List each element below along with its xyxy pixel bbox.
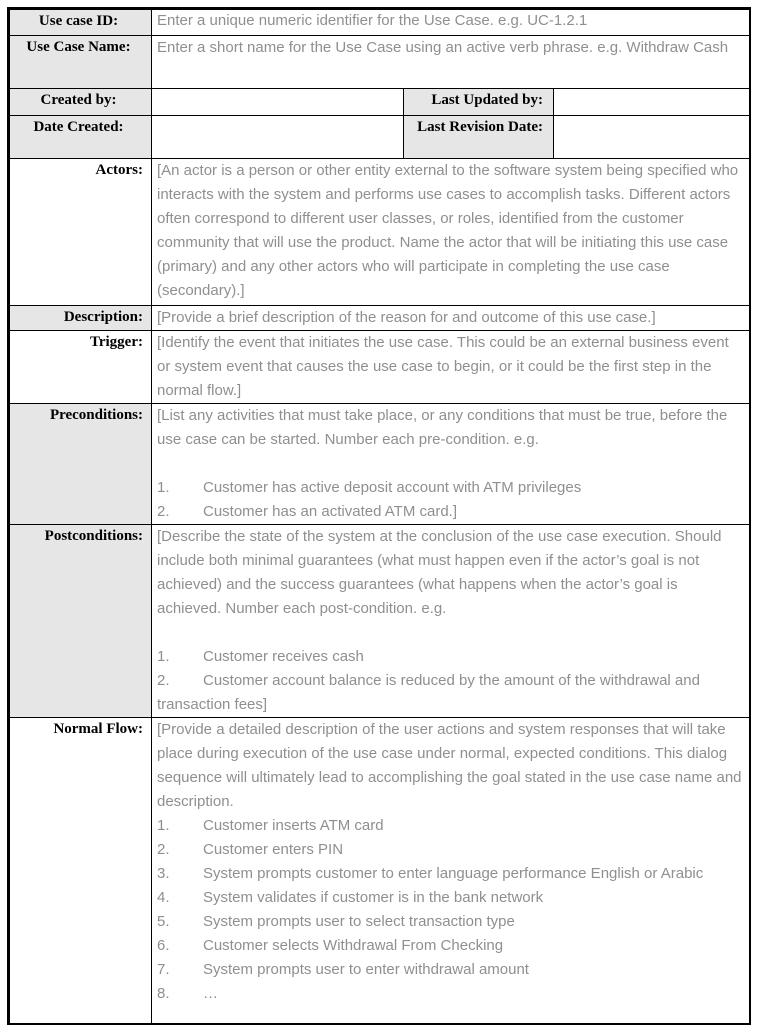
date-created-field[interactable] bbox=[152, 116, 404, 159]
normal-flow-field[interactable] bbox=[152, 718, 750, 1026]
use-case-name-field[interactable]: Enter a short name for the Use Case using an active verb phrase. e.g. Withdraw Cash bbox=[152, 36, 750, 89]
actors-field[interactable]: [An actor is a person or other entity external to the software system being specified who interacts with the system and performs use cases to accomplish tasks. Different actors often correspond to different user classes, or roles, identified from the customer community that will use the product. Name the actor that will be initiating this use case (primary) and any other actors who will participate in completing the use case (secondary).] bbox=[152, 159, 750, 306]
actors-label: Actors: bbox=[10, 159, 152, 306]
row-created-by bbox=[10, 89, 750, 116]
list-text: Customer enters PIN bbox=[203, 841, 344, 858]
use-case-id-field[interactable]: Enter a unique numeric identifier for the Use Case. e.g. UC-1.2.1 bbox=[152, 10, 750, 36]
list-number: 2. bbox=[157, 841, 170, 858]
preconditions-field[interactable] bbox=[152, 404, 750, 525]
row-use-case-name bbox=[10, 36, 750, 89]
preconditions-intro: [List any activities that must take place, or any conditions that must be true, before the use case can be started. Number each pre-condition. e.g. bbox=[157, 407, 728, 448]
created-by-label: Created by: bbox=[10, 89, 152, 116]
list-number: 2. bbox=[157, 672, 170, 689]
list-text: System prompts customer to enter language performance English or Arabic bbox=[203, 865, 704, 882]
row-postconditions bbox=[10, 525, 750, 718]
list-item bbox=[157, 645, 743, 669]
row-preconditions bbox=[10, 404, 750, 525]
list-number: 6. bbox=[157, 937, 170, 954]
row-date-created bbox=[10, 116, 750, 159]
row-use-case-id bbox=[10, 10, 750, 36]
list-text: … bbox=[203, 985, 218, 1002]
list-number: 1. bbox=[157, 817, 170, 834]
list-text: Customer has active deposit account with ATM privileges bbox=[203, 479, 582, 496]
list-number: 5. bbox=[157, 913, 170, 930]
list-number: 4. bbox=[157, 889, 170, 906]
created-by-field[interactable] bbox=[152, 89, 404, 116]
list-item bbox=[157, 862, 743, 886]
list-text: System validates if customer is in the bank network bbox=[203, 889, 544, 906]
list-text: System prompts user to select transaction type bbox=[203, 913, 515, 930]
description-label: Description: bbox=[10, 306, 152, 331]
list-item bbox=[157, 814, 743, 838]
use-case-name-label: Use Case Name: bbox=[10, 36, 152, 89]
list-number: 8. bbox=[157, 985, 170, 1002]
use-case-template-table bbox=[7, 7, 751, 1025]
postconditions-field[interactable] bbox=[152, 525, 750, 718]
normal-flow-intro: [Provide a detailed description of the user actions and system responses that will take place during execution of the use case under normal, expected conditions. This dialog sequence will ultimately lead to accomplishing the goal stated in the use case name and description. bbox=[157, 721, 742, 810]
list-item bbox=[157, 476, 743, 500]
last-updated-by-field[interactable] bbox=[554, 89, 750, 116]
list-text: Customer receives cash bbox=[203, 648, 364, 665]
list-text: Customer account balance is reduced by the amount of the withdrawal and transaction fees] bbox=[157, 672, 700, 713]
trigger-label: Trigger: bbox=[10, 331, 152, 404]
list-number: 1. bbox=[157, 479, 170, 496]
list-number: 1. bbox=[157, 648, 170, 665]
row-description bbox=[10, 306, 750, 331]
list-item bbox=[157, 982, 743, 1006]
normal-flow-label: Normal Flow: bbox=[10, 718, 152, 1026]
trigger-field[interactable]: [Identify the event that initiates the use case. This could be an external business event or system event that causes the use case to begin, or it could be the first step in the normal flow.] bbox=[152, 331, 750, 404]
list-number: 2. bbox=[157, 503, 170, 520]
list-item bbox=[157, 669, 743, 717]
list-text: Customer has an activated ATM card.] bbox=[203, 503, 457, 520]
postconditions-intro: [Describe the state of the system at the conclusion of the use case execution. Should include both minimal guarantees (what must happen even if the actor’s goal is not achieved) and the success guarantees (what happens when the actor’s goal is achieved. Number each post-condition. e.g. bbox=[157, 528, 722, 617]
list-item bbox=[157, 910, 743, 934]
last-revision-date-field[interactable] bbox=[554, 116, 750, 159]
last-updated-by-label: Last Updated by: bbox=[404, 89, 554, 116]
list-number: 3. bbox=[157, 865, 170, 882]
list-item bbox=[157, 958, 743, 982]
list-item bbox=[157, 500, 743, 524]
row-normal-flow bbox=[10, 718, 750, 1026]
list-text: System prompts user to enter withdrawal amount bbox=[203, 961, 529, 978]
preconditions-label: Preconditions: bbox=[10, 404, 152, 525]
list-item bbox=[157, 838, 743, 862]
row-trigger bbox=[10, 331, 750, 404]
row-actors bbox=[10, 159, 750, 306]
list-number: 7. bbox=[157, 961, 170, 978]
date-created-label: Date Created: bbox=[10, 116, 152, 159]
use-case-id-label: Use case ID: bbox=[10, 10, 152, 36]
description-field[interactable]: [Provide a brief description of the reason for and outcome of this use case.] bbox=[152, 306, 750, 331]
list-text: Customer selects Withdrawal From Checking bbox=[203, 937, 504, 954]
list-item bbox=[157, 886, 743, 910]
list-item bbox=[157, 934, 743, 958]
list-text: Customer inserts ATM card bbox=[203, 817, 384, 834]
postconditions-label: Postconditions: bbox=[10, 525, 152, 718]
last-revision-date-label: Last Revision Date: bbox=[404, 116, 554, 159]
